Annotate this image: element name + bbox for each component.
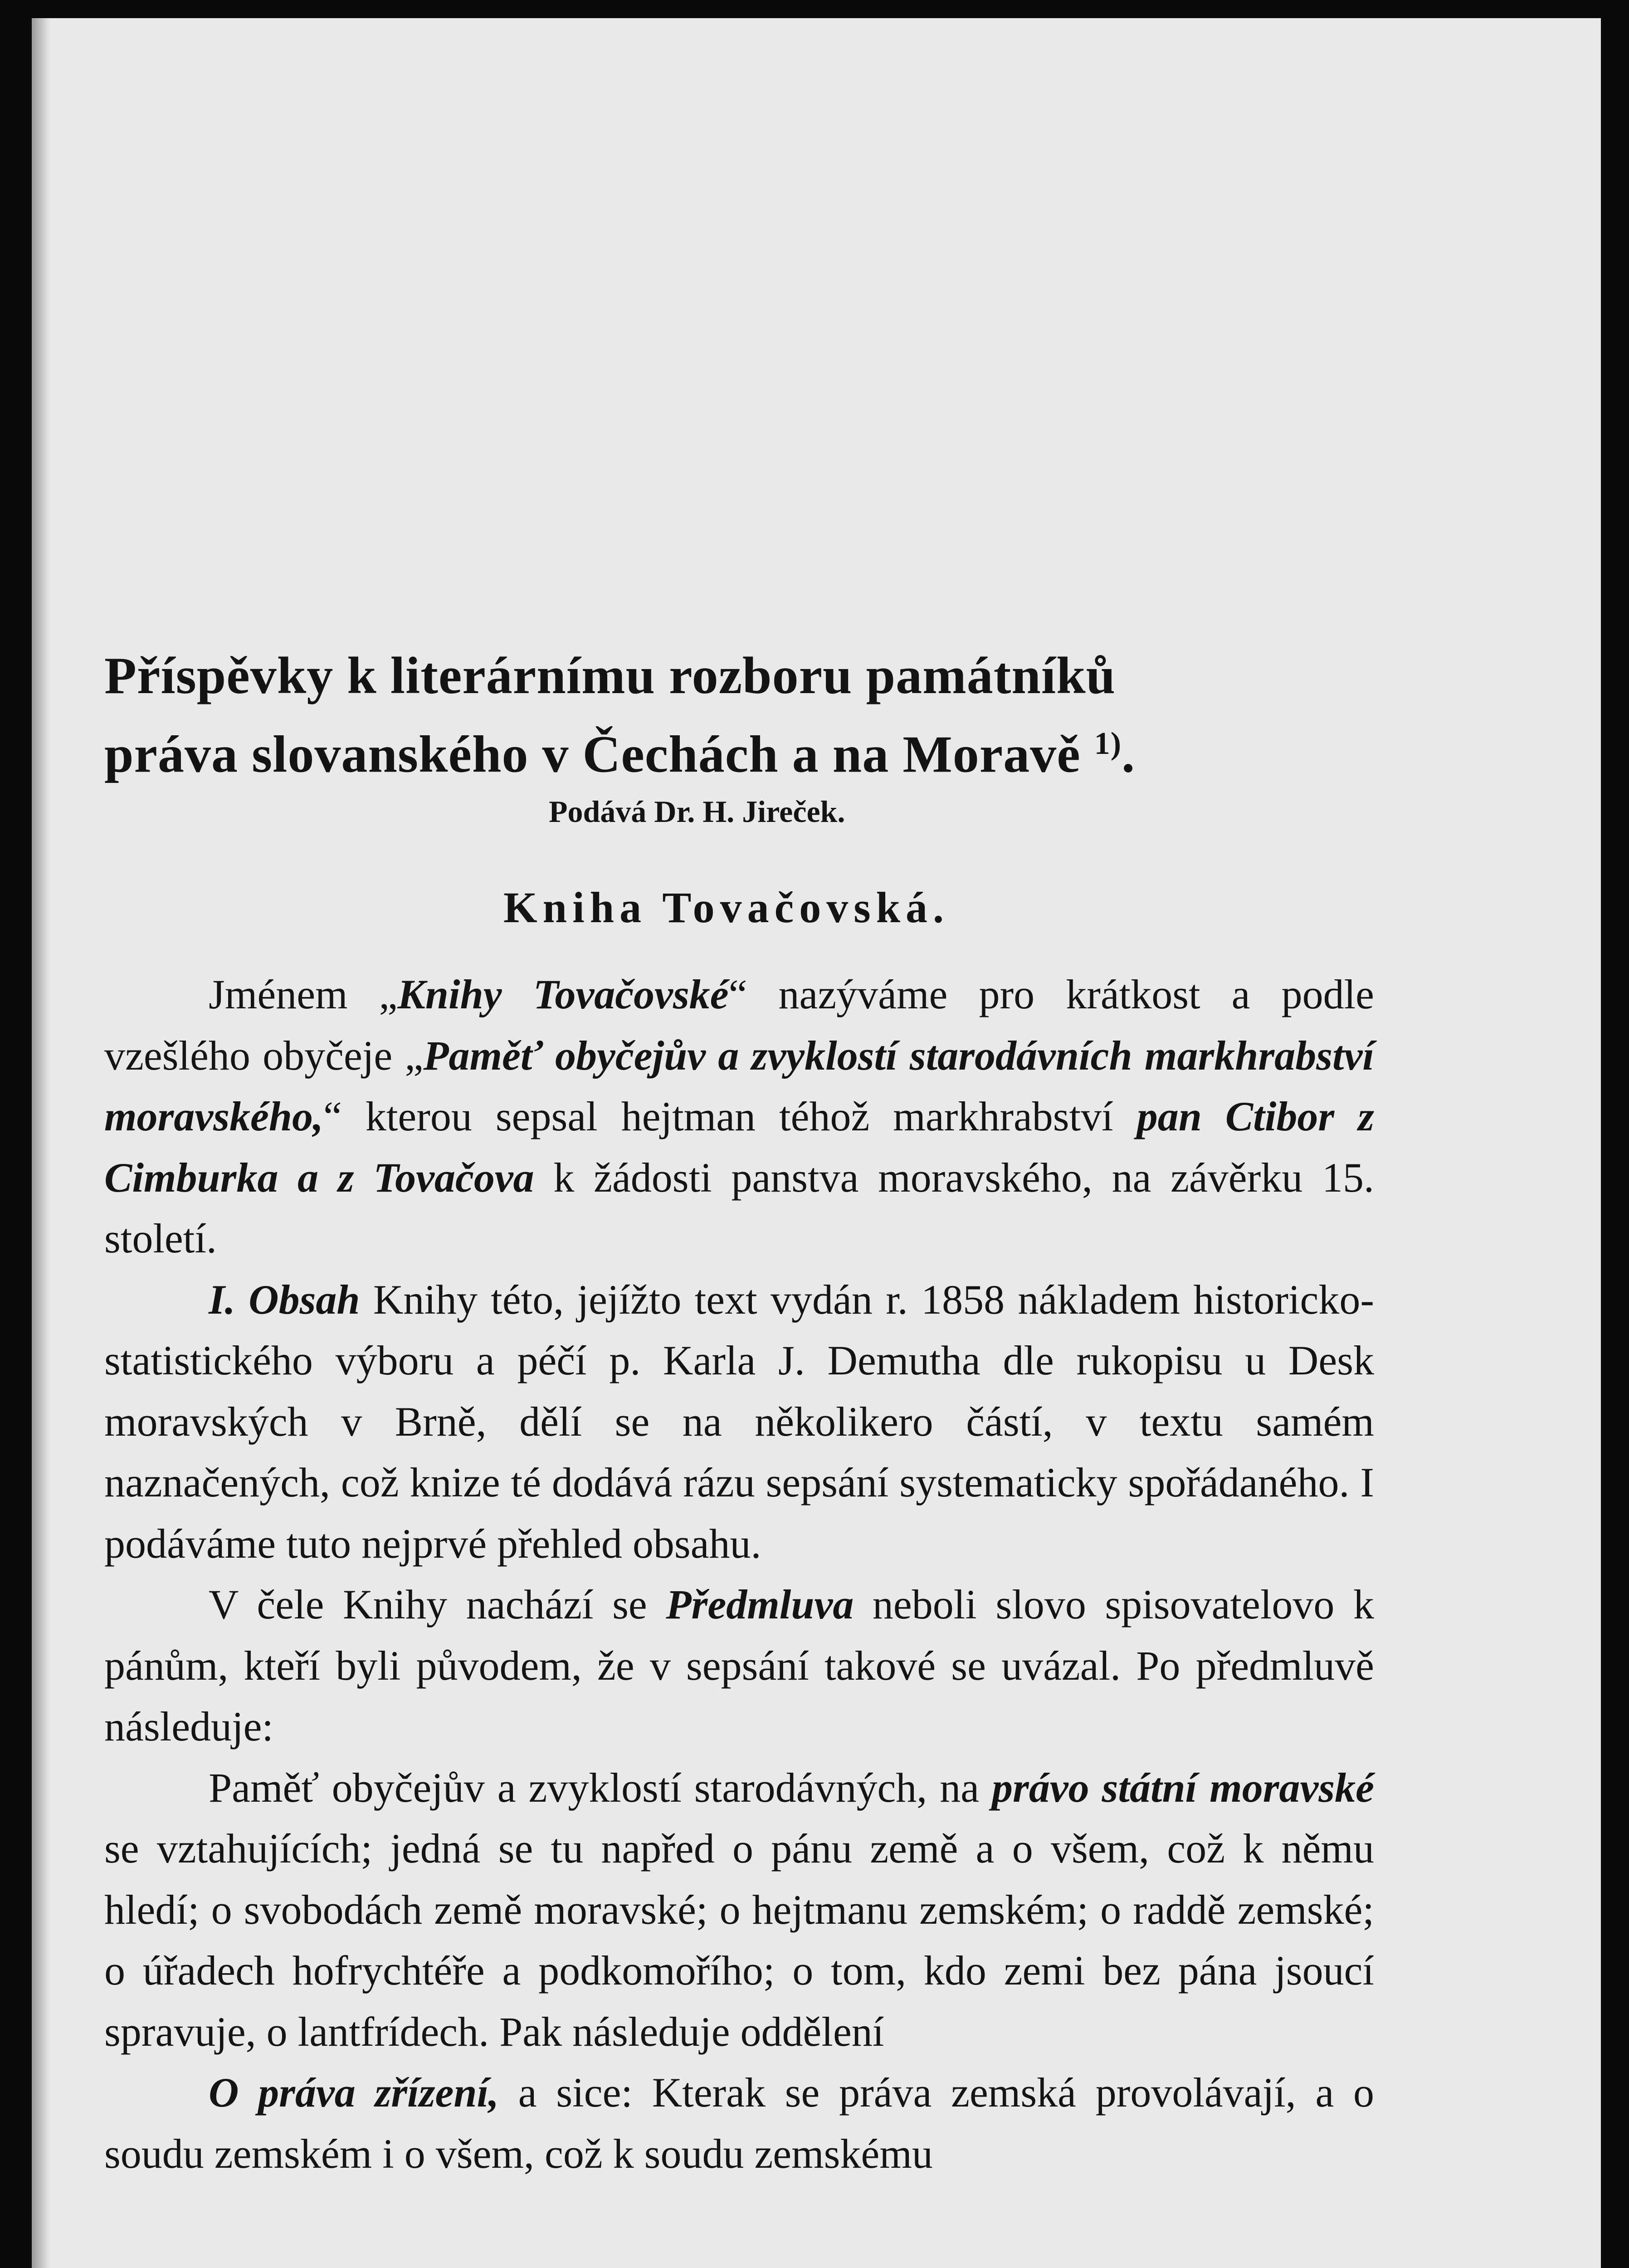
italic-phrase: O práva zřízení, (209, 2069, 499, 2116)
title-line-2-text: práva slovanského v Čechách a na Moravě (104, 725, 1081, 784)
italic-phrase: Knihy Tovačovské (397, 971, 729, 1017)
byline: Podává Dr. H. Jireček. (549, 794, 845, 829)
title-line-2: práva slovanského v Čechách a na Moravě $^{1)}$. (104, 725, 1136, 784)
body-text (104, 964, 1374, 2184)
paragraph-1 (104, 964, 1374, 1269)
text-run: Jménem „ (209, 971, 398, 1017)
italic-phrase: Předmluva (666, 1581, 854, 1628)
text-run: se vztahujících; jedná se tu napřed o pánu země a o všem, což k němu hledí; o svobodách země moravské; o hejtmanu zemském; o raddě zemské; o úřadech hofrychtéře a podkomořího; o tom, kdo zemi bez pána jsoucí spravuje, o lantfrídech. Pak následuje oddělení (104, 1825, 1374, 2055)
text-run: k žádosti panstva moravského, na závěrku 15. století. (104, 1154, 1375, 1261)
paragraph-4 (104, 1757, 1374, 2063)
paragraph-2 (104, 1269, 1374, 1574)
italic-phrase: právo státní moravské (992, 1764, 1374, 1811)
paragraph-3 (104, 1574, 1374, 1757)
text-run: a sice: Kterak se práva zemská provolávají, a o soudu zemském i o všem, což k soudu zemskému (104, 2069, 1375, 2177)
article-title (104, 642, 1419, 789)
text-run: neboli slovo spisovatelovo k pánům, kteří byli původem, že v sepsání takové se uvázal. Po předmluvě následuje: (104, 1581, 1374, 1750)
text-run: V čele Knihy nachází se (209, 1581, 666, 1628)
italic-phrase: I. Obsah (209, 1276, 360, 1323)
text-run: Knihy této, jejížto text vydán r. 1858 nákladem historicko-statistického výboru a péčí p. Karla J. Demutha dle rukopisu u Desk moravských v Brně, dělí se na několikero částí, v textu samém naznačených, což knize té dodává rázu sepsání systematicky spořádaného. I podáváme tuto nejprvé přehled obsahu. (104, 1276, 1374, 1567)
italic-phrase: Paměť obyčejův a zvyklostí starodávních markhrabství moravského, (104, 1032, 1374, 1139)
text-run: “ kterou sepsal hejtman téhož markhrabství (323, 1093, 1137, 1139)
paragraph-5 (104, 2062, 1374, 2184)
italic-phrase: pan Ctibor z Cimburka a z Tovačova (104, 1093, 1374, 1201)
text-run: Paměť obyčejův a zvyklostí starodávných, na (209, 1764, 992, 1811)
title-footnote-ref: 1) (1094, 726, 1122, 761)
section-heading: Kniha Tovačovská. (503, 883, 949, 932)
title-line-1: Příspěvky k literárnímu rozboru památníků (104, 647, 1116, 705)
text-run: “ nazýváme pro krátkost a podle vzešlého obyčeje „ (104, 971, 1374, 1079)
page-edge-shadow (32, 18, 50, 2268)
book-page (32, 18, 1601, 2268)
